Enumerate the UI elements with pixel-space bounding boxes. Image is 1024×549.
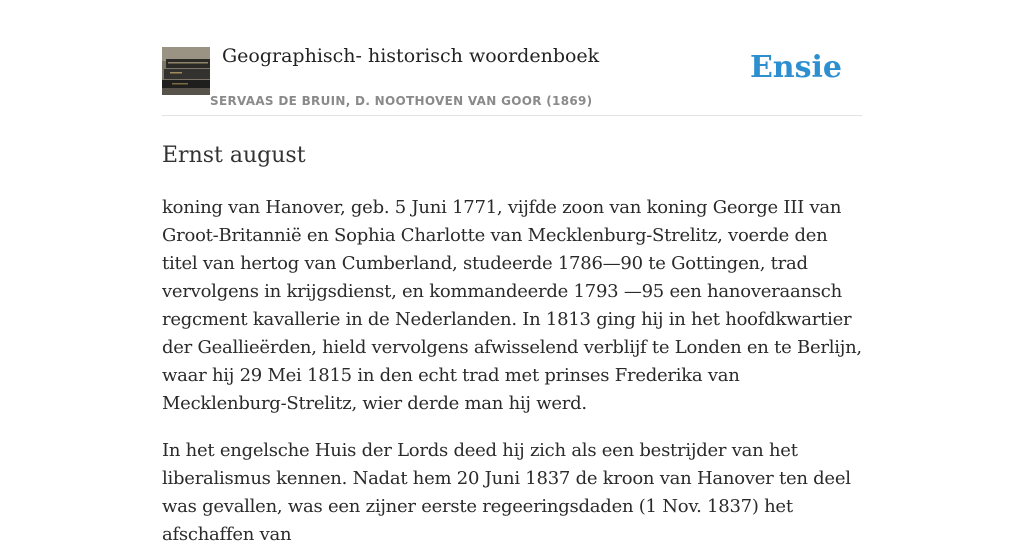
book-title[interactable]: Geographisch- historisch woordenboek	[222, 45, 600, 67]
book-header	[162, 0, 862, 116]
book-author: SERVAAS DE BRUIN, D. NOOTHOVEN VAN GOOR (1869)	[210, 94, 593, 108]
brand-logo-link[interactable]: Ensie	[749, 50, 842, 85]
entry-paragraph: In het engelsche Huis der Lords deed hij zich als een bestrijder van het liberalismus kennen. Nadat hem 20 Juni 1837 de kroon van Hanover ten deel was gevallen, was een zijner eerste regeeringsdaden (1 Nov. 1837) het afschaffen van	[162, 440, 851, 545]
book-cover-icon[interactable]	[162, 47, 210, 95]
entry-body	[162, 194, 862, 549]
entry-title: Ernst august	[162, 143, 306, 168]
content-container	[162, 0, 862, 549]
entry-paragraph: koning van Hanover, geb. 5 Juni 1771, vijfde zoon van koning George III van Groot-Britannië en Sophia Charlotte van Mecklenburg-Strelitz, voerde den titel van hertog van Cumberland, studeerde 1786—90 te Gottingen, trad vervolgens in krijgsdienst, en kommandeerde 1793 —95 een hanoveraansch regcment kavallerie in de Nederlanden. In 1813 ging hij in het hoofdkwartier der Geallieërden, hield vervolgens afwisselend verblijf te Londen en te Berlijn, waar hij 29 Mei 1815 in den echt trad met prinses Frederika van Mecklenburg-Strelitz, wier derde man hij werd.	[162, 197, 862, 414]
